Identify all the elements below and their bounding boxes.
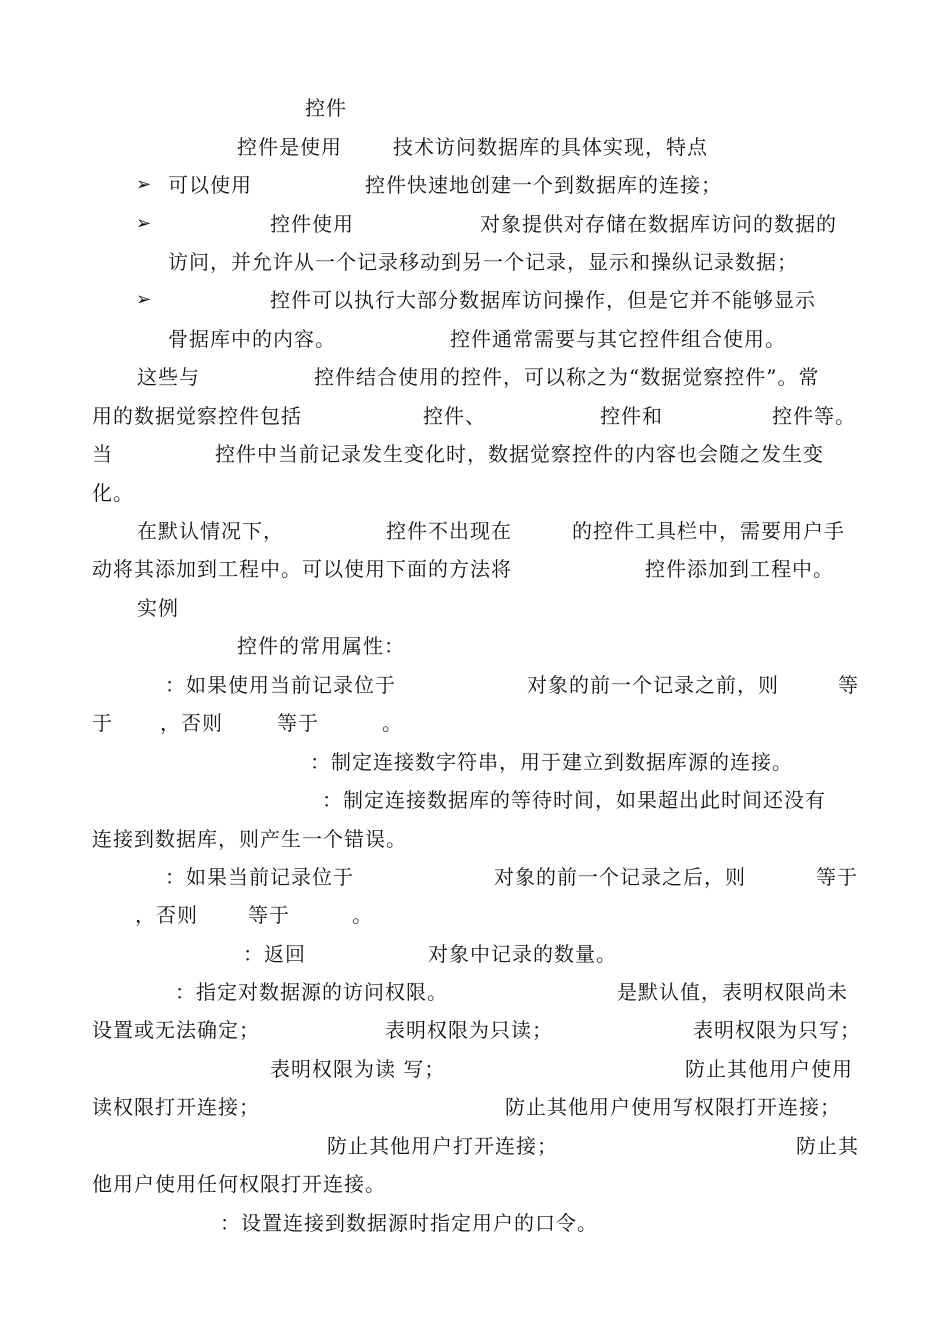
prop-bof-g: 。 [382,711,403,735]
properties-heading: 控件的常用属性： [237,634,405,658]
prop-bof-b: 对象的前一个记录之前，则 [527,673,779,697]
para-2-e: 控件添加到工程中。 [645,557,834,581]
para-1-a: 这些与 [137,365,200,389]
prop-bof-a: ：如果使用当前记录位于 [165,673,396,697]
para-1-e: 控件和 [600,404,663,428]
prop-eof-e: 等于 [248,903,290,927]
bullet-arrow-icon: ➢ [136,289,152,310]
prop-bof-f: 等于 [277,711,319,735]
prop-password: ：设置连接到数据源时指定用户的口令。 [220,1211,598,1235]
prop-connectionstring: ：制定连接数字符串，用于建立到数据库源的连接。 [310,750,793,774]
prop-eof-c: 等于 [816,865,858,889]
prop-mode-l: 他用户使用任何权限打开连接。 [92,1172,386,1196]
para-2-d: 动将其添加到工程中。可以使用下面的方法将 [92,557,512,581]
bullet-2-text-b: 对象提供对存储在数据库访问的数据的 [480,212,837,236]
intro-text-2: 技术访问数据库的具体实现，特点 [393,135,708,159]
prop-mode-h: 读权限打开连接； [92,1095,260,1119]
prop-mode-e: 表明权限为只写； [693,1018,861,1042]
prop-eof-b: 对象的前一个记录之后，则 [494,865,746,889]
prop-eof-a: ：如果当前记录位于 [165,865,354,889]
para-2-b: 控件不出现在 [386,519,512,543]
bullet-3-text-b: 骨据库中的内容。 [168,327,336,351]
prop-mode-b: 是默认值，表明权限尚未 [617,980,848,1004]
bullet-arrow-icon: ➢ [136,213,152,234]
bullet-2-text-c: 访问，并允许从一个记录移动到另一个记录，显示和操纵记录数据； [168,250,798,274]
prop-mode-j: 防止其他用户打开连接； [327,1134,558,1158]
bullet-2-text-a: 控件使用 [270,212,354,236]
bullet-3-text-a: 控件可以执行大部分数据库访问操作，但是它并不能够显示 [270,288,816,312]
prop-mode-d: 表明权限为只读； [385,1018,553,1042]
intro-text-1: 控件是使用 [237,135,342,159]
bullet-arrow-icon: ➢ [136,174,152,195]
bullet-1-text-a: 可以使用 [168,173,252,197]
para-2-a: 在默认情况下， [137,519,284,543]
prop-recordcount-b: 对象中记录的数量。 [428,942,617,966]
prop-bof-d: 于 [92,711,113,735]
para-1-i: 化。 [92,481,134,505]
prop-timeout-b: 连接到数据库，则产生一个错误。 [92,827,407,851]
prop-eof-f: 。 [352,903,373,927]
bullet-3-text-c: 控件通常需要与其它控件组合使用。 [450,327,786,351]
prop-mode-i: 防止其他用户使用写权限打开连接； [505,1095,841,1119]
prop-eof-d: ，否则 [135,903,198,927]
para-2-c: 的控件工具栏中，需要用户手 [572,519,845,543]
prop-mode-a: ：指定对数据源的访问权限。 [175,980,448,1004]
bullet-1-text-b: 控件快速地创建一个到数据库的连接； [365,173,722,197]
heading-control: 控件 [305,96,347,120]
para-1-b: 控件结合使用的控件，可以称之为“数据觉察控件”。常 [314,365,820,389]
example-label: 实例 [137,596,179,620]
prop-timeout-a: ：制定连接数据库的等待时间，如果超出此时间还没有 [322,788,826,812]
prop-mode-c: 设置或无法确定； [92,1018,260,1042]
prop-mode-g: 防止其他用户使用 [685,1057,853,1081]
para-1-c: 用的数据觉察控件包括 [92,404,302,428]
para-1-f: 控件等。 [772,404,856,428]
prop-bof-e: ，否则 [160,711,223,735]
prop-recordcount-a: ：返回 [243,942,306,966]
para-1-g: 当 [92,442,113,466]
para-1-h: 控件中当前记录发生变化时，数据觉察控件的内容也会随之发生变 [215,442,824,466]
prop-mode-f: 表明权限为读 写； [270,1057,446,1081]
para-1-d: 控件、 [423,404,486,428]
prop-mode-k: 防止其 [796,1134,859,1158]
prop-bof-c: 等 [838,673,859,697]
